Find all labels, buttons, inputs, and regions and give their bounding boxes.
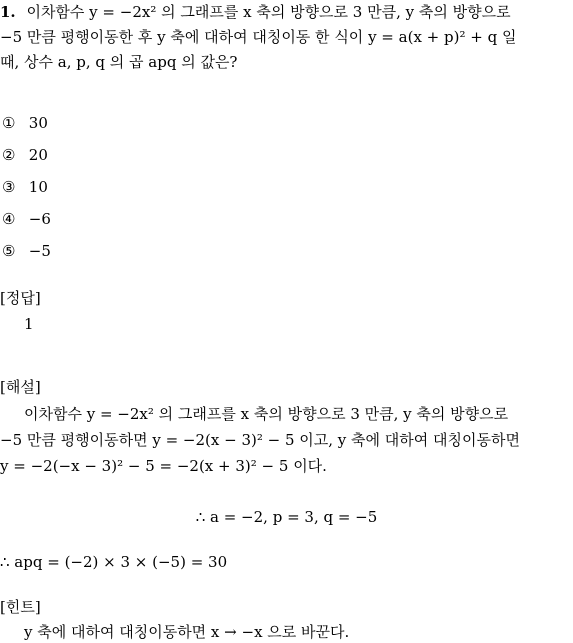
problem-line-2: −5 만큼 평행이동한 후 y 축에 대하여 대칭이동 한 식이 y = a(x + p)² + q 일	[0, 28, 517, 46]
choice-mark: ②	[2, 146, 16, 164]
hint-text: y 축에 대하여 대칭이동하면 x → −x 으로 바꾼다.	[24, 623, 350, 641]
choice-mark: ⑤	[2, 242, 16, 260]
choice-value: −5	[28, 242, 51, 260]
choice-value: 10	[28, 178, 48, 196]
choice-mark: ③	[2, 178, 16, 196]
problem-line-1	[0, 2, 511, 22]
choice-1	[2, 113, 48, 133]
hint-label: [힌트]	[0, 598, 41, 616]
problem-text-1: 이차함수 y = −2x² 의 그래프를 x 축의 방향으로 3 만큼, y 축의 방향으로	[26, 3, 511, 21]
choice-value: 20	[28, 146, 48, 164]
choice-mark: ④	[2, 210, 16, 228]
solution-line-2: −5 만큼 평행이동하면 y = −2(x − 3)² − 5 이고, y 축에 대하여 대칭이동하면	[0, 431, 520, 449]
problem-number: 1.	[0, 3, 16, 21]
solution-final: ∴ apq = (−2) × 3 × (−5) = 30	[0, 553, 228, 571]
choice-3	[2, 177, 48, 197]
choice-2	[2, 145, 48, 165]
problem-line-3: 때, 상수 a, p, q 의 곱 apq 의 값은?	[0, 53, 238, 71]
choice-value: −6	[28, 210, 51, 228]
answer-label: [정답]	[0, 289, 41, 307]
choice-5	[2, 241, 51, 261]
choice-mark: ①	[2, 114, 16, 132]
solution-line-1: 이차함수 y = −2x² 의 그래프를 x 축의 방향으로 3 만큼, y 축의 방향으로	[24, 405, 509, 423]
choice-value: 30	[28, 114, 48, 132]
solution-line-3: y = −2(−x − 3)² − 5 = −2(x + 3)² − 5 이다.	[0, 457, 327, 475]
solution-label: [해설]	[0, 378, 41, 396]
answer-value: 1	[24, 315, 34, 333]
choice-4	[2, 209, 51, 229]
solution-center-equation: ∴ a = −2, p = 3, q = −5	[195, 508, 378, 526]
